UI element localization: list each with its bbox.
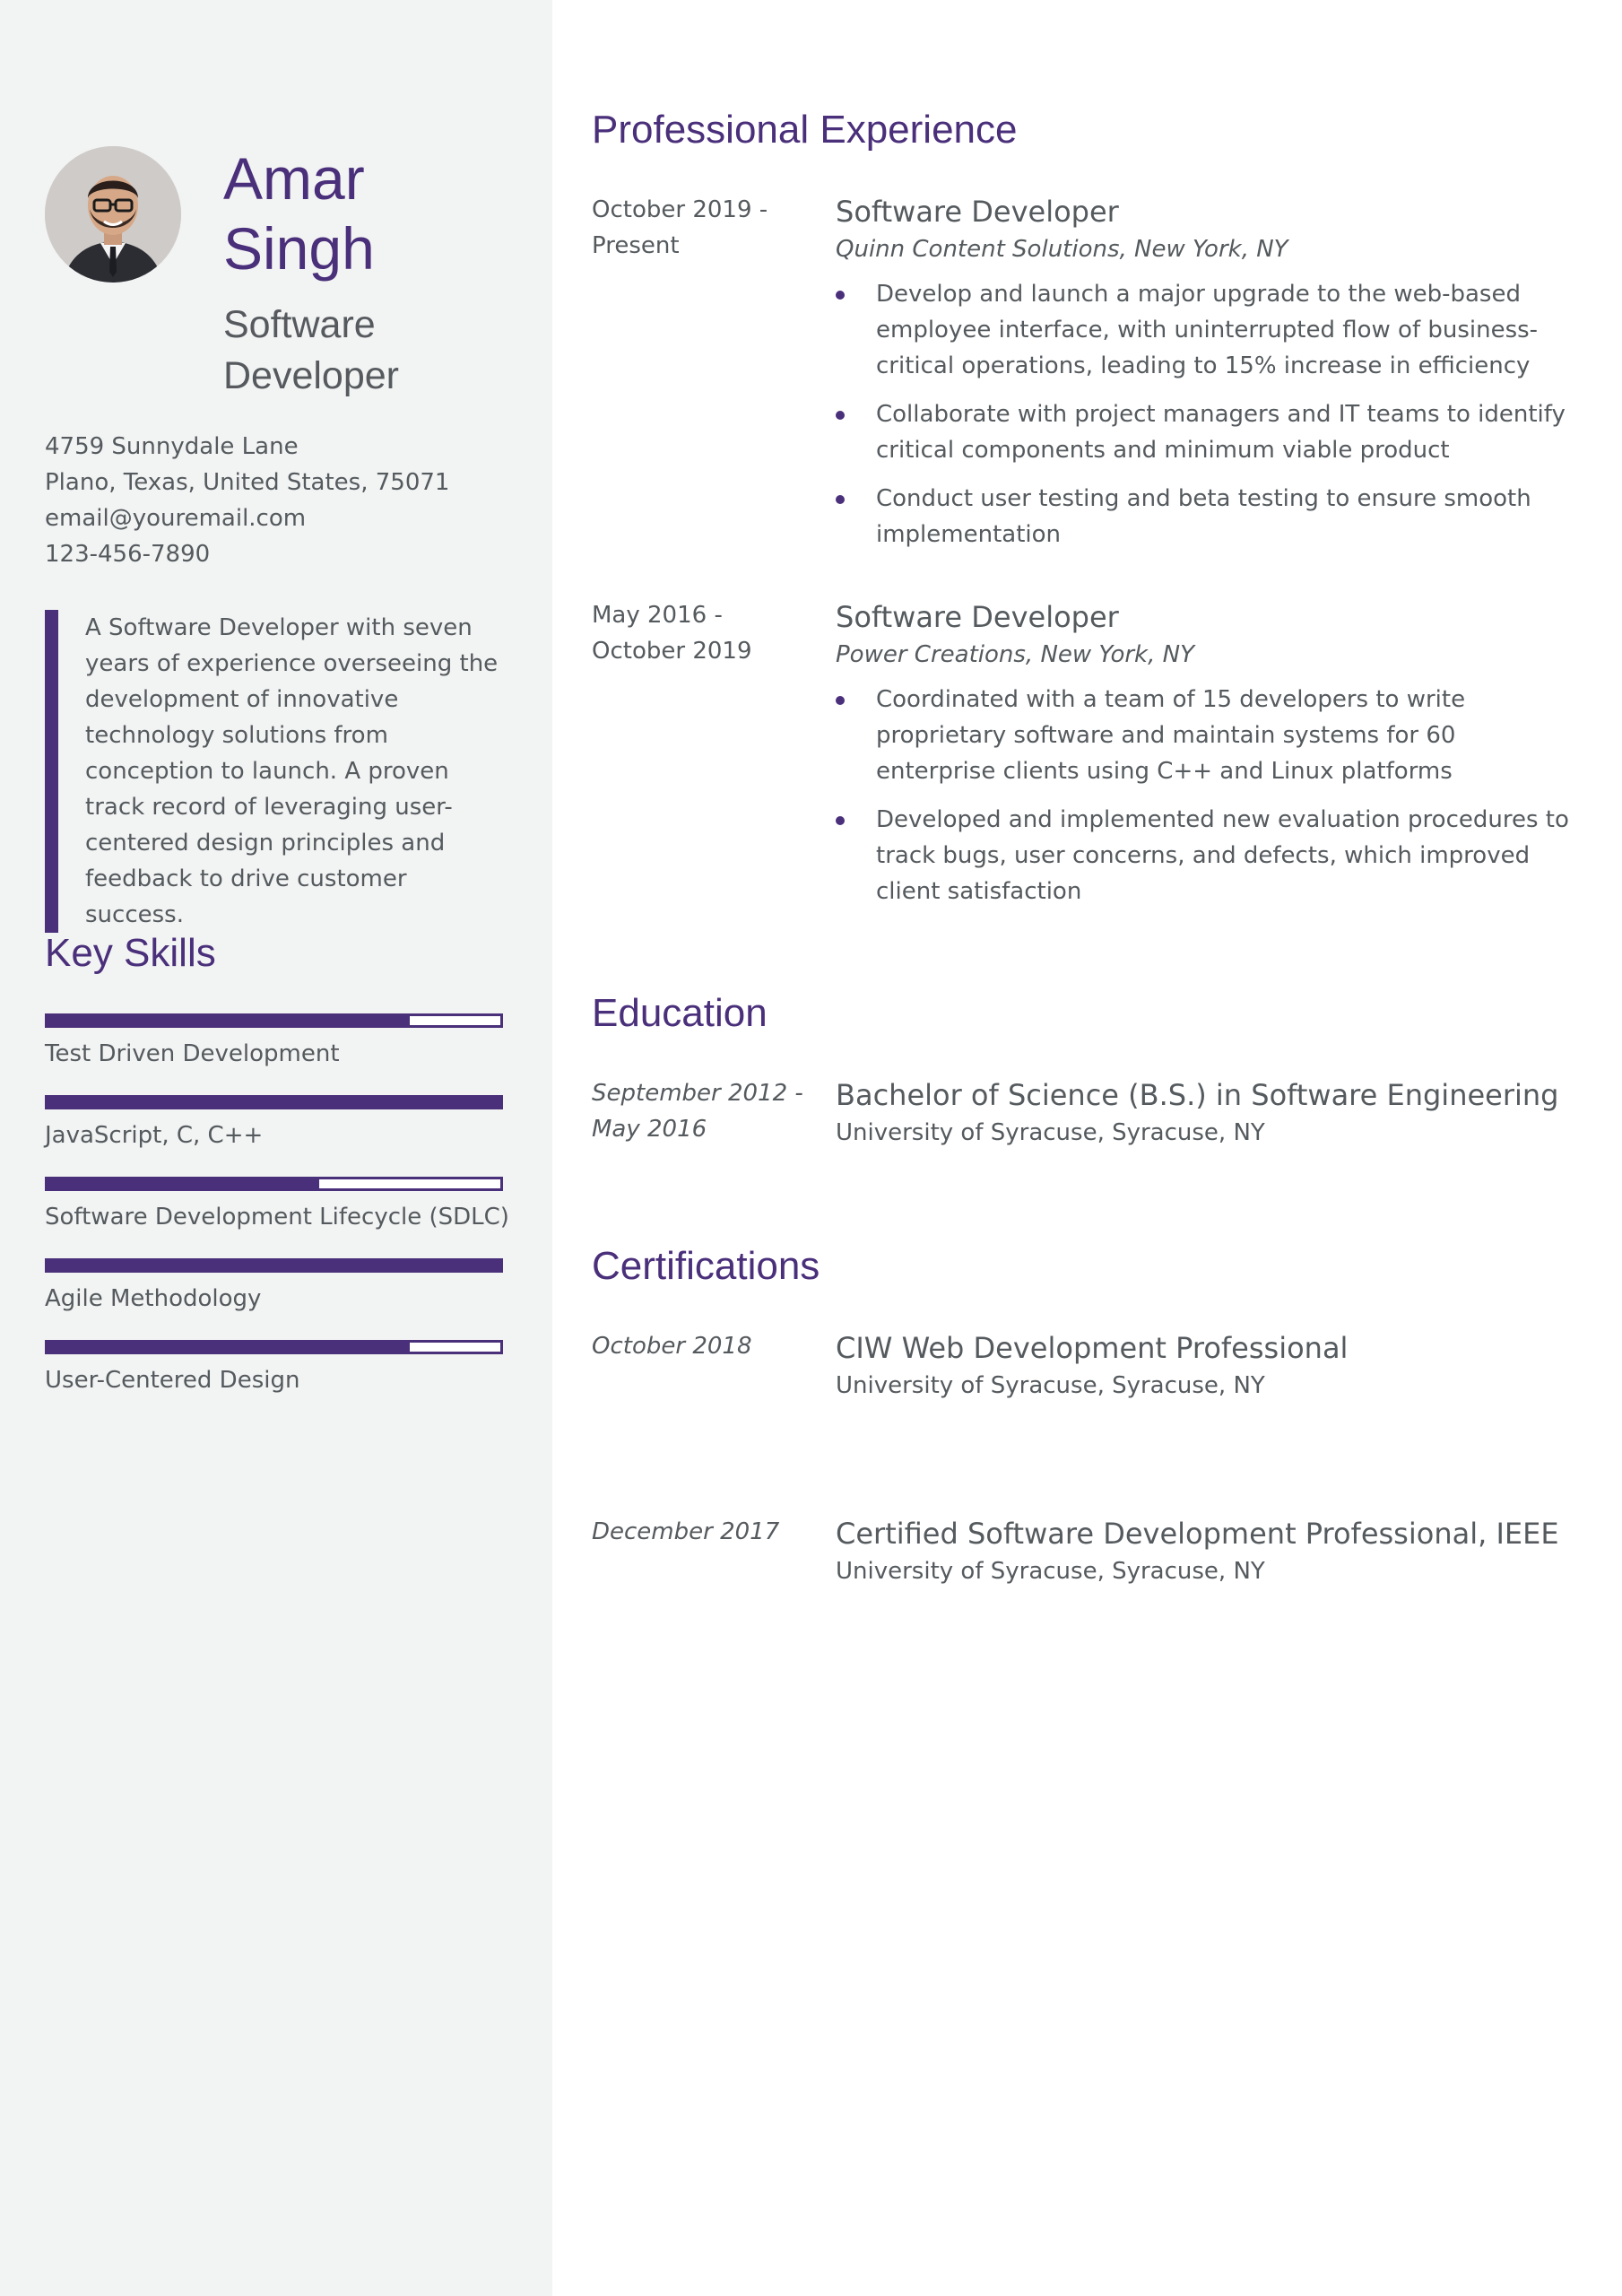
job-bullet: Conduct user testing and beta testing to ensure smooth implementation [836,481,1580,552]
skill-label: JavaScript, C, C++ [45,1122,264,1149]
skill-bar [45,1095,503,1109]
job-title-line-2: Developer [223,354,399,397]
person-avatar-icon [45,146,181,283]
email: email@youremail.com [45,505,307,532]
skill-bar [45,1340,503,1354]
education-date-start: September 2012 - [592,1080,803,1107]
job-bullets [836,276,1580,552]
certification-name: CIW Web Development Professional [836,1331,1349,1365]
job-company: Power Creations, New York, NY [836,641,1194,668]
candidate-name [223,144,375,283]
job-bullet: Develop and launch a major upgrade to the web-based employee interface, with uninterrupted flow of business-critical operations, leading to 15% increase in efficiency [836,276,1580,384]
school: University of Syracuse, Syracuse, NY [836,1119,1265,1146]
address-line-1: 4759 Sunnydale Lane [45,433,299,460]
education-date-end: May 2016 [592,1116,707,1143]
skill-label: Test Driven Development [45,1040,340,1067]
profile-photo [45,146,181,283]
skill-label: Software Development Lifecycle (SDLC) [45,1204,509,1231]
job-date-start: October 2019 - [592,196,768,223]
address-line-2: Plano, Texas, United States, 75071 [45,469,450,496]
job-date [592,192,807,264]
skill-item [45,1340,503,1422]
last-name: Singh [223,215,375,282]
certifications-heading: Certifications [592,1244,820,1288]
job-role: Software Developer [836,195,1119,229]
education-details [836,1075,1580,1151]
skill-bar-fill [48,1098,500,1107]
job-details [836,597,1580,922]
skill-item [45,1095,503,1177]
summary: A Software Developer with seven years of experience overseeing the development of innovative technology solutions from conception to launch. A proven track record of leveraging user-centered design principles and feedback to drive customer success. [45,610,511,933]
contact-info [45,429,511,572]
job-role: Software Developer [836,600,1119,634]
job-date [592,597,807,669]
skill-item [45,1013,503,1095]
first-name: Amar [223,145,365,212]
job-title [223,300,399,402]
main-content [552,0,1622,2296]
sidebar [0,0,552,2296]
job-title-line-1: Software [223,303,376,346]
education-date [592,1075,807,1147]
certification-issuer: University of Syracuse, Syracuse, NY [836,1558,1265,1585]
skill-bar [45,1013,503,1028]
education-heading: Education [592,991,768,1035]
job-bullet: Coordinated with a team of 15 developers to write proprietary software and maintain systems for 60 enterprise clients using C++ and Linux platforms [836,682,1580,789]
certification-name: Certified Software Development Professional, IEEE [836,1517,1559,1551]
skill-label: Agile Methodology [45,1285,262,1312]
skill-item [45,1258,503,1340]
skill-label: User-Centered Design [45,1367,300,1394]
skill-item [45,1177,509,1258]
degree: Bachelor of Science (B.S.) in Software Engineering [836,1078,1559,1112]
job-bullet: Collaborate with project managers and IT teams to identify critical components and minimum viable product [836,396,1580,468]
certification-issuer: University of Syracuse, Syracuse, NY [836,1372,1265,1399]
certification-date: December 2017 [592,1518,780,1545]
skill-bar [45,1258,503,1273]
job-company: Quinn Content Solutions, New York, NY [836,236,1288,263]
skill-bar-fill [48,1343,410,1352]
skill-bar-fill [48,1179,319,1188]
job-date-start: May 2016 - [592,602,723,629]
job-details [836,192,1580,565]
job-bullets [836,682,1580,909]
job-bullet: Developed and implemented new evaluation procedures to track bugs, user concerns, and defects, which improved client satisfaction [836,802,1580,909]
skill-bar-fill [48,1016,410,1025]
skill-bar-fill [48,1261,500,1270]
certification-details [836,1328,1580,1404]
phone: 123-456-7890 [45,541,211,568]
experience-heading: Professional Experience [592,108,1018,152]
certification-details [836,1514,1580,1589]
skills-list [45,1013,509,1422]
skills-heading: Key Skills [45,931,216,975]
certification-date: October 2018 [592,1333,752,1360]
job-date-end: Present [592,232,680,259]
job-date-end: October 2019 [592,638,752,665]
skill-bar [45,1177,503,1191]
